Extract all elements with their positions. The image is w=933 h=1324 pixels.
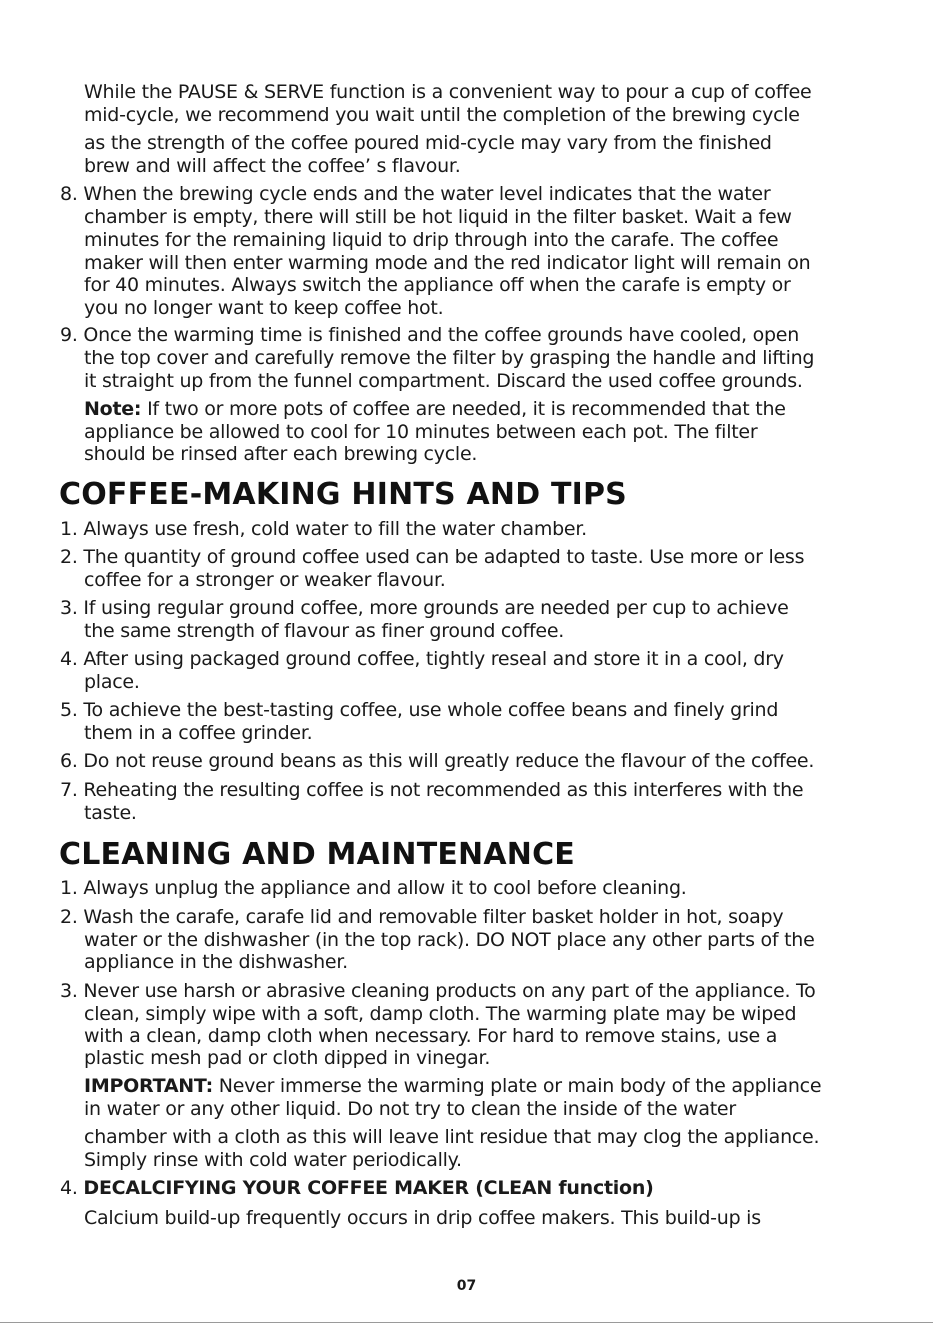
cleaning-item: appliance in the dishwasher. bbox=[84, 951, 348, 973]
important-line: Simply rinse with cold water periodically. bbox=[84, 1149, 462, 1171]
hint-item: them in a coffee grinder. bbox=[84, 722, 313, 744]
intro-line: mid-cycle, we recommend you wait until the completion of the brewing cycle bbox=[84, 104, 800, 126]
step-8-line: for 40 minutes. Always switch the appliance off when the carafe is empty or bbox=[84, 274, 791, 296]
note-line: should be rinsed after each brewing cycle. bbox=[84, 443, 478, 465]
decalcify-text: Calcium build-up frequently occurs in drip coffee makers. This build-up is bbox=[84, 1207, 761, 1229]
cleaning-item: 3. Never use harsh or abrasive cleaning products on any part of the appliance. To bbox=[60, 980, 816, 1002]
step-9-line: the top cover and carefully remove the filter by grasping the handle and lifting bbox=[84, 347, 815, 369]
intro-line: brew and will affect the coffee’ s flavour. bbox=[84, 155, 461, 177]
important-line: in water or any other liquid. Do not try to clean the inside of the water bbox=[84, 1098, 736, 1120]
decalcify-number: 4. bbox=[60, 1177, 84, 1199]
step-8-line: minutes for the remaining liquid to drip through into the carafe. The coffee bbox=[84, 229, 779, 251]
note-label: Note: bbox=[84, 398, 142, 420]
hint-item: 2. The quantity of ground coffee used can be adapted to taste. Use more or less bbox=[60, 546, 805, 568]
hint-item: 5. To achieve the best-tasting coffee, use whole coffee beans and finely grind bbox=[60, 699, 779, 721]
hint-item: 3. If using regular ground coffee, more grounds are needed per cup to achieve bbox=[60, 597, 789, 619]
note-text: If two or more pots of coffee are needed, it is recommended that the bbox=[141, 398, 786, 420]
step-8-line: 8. When the brewing cycle ends and the water level indicates that the water bbox=[60, 183, 771, 205]
step-8-line: chamber is empty, there will still be hot liquid in the filter basket. Wait a few bbox=[84, 206, 792, 228]
hint-item: 6. Do not reuse ground beans as this will greatly reduce the flavour of the coffee. bbox=[60, 750, 815, 772]
decalcify-title: DECALCIFYING YOUR COFFEE MAKER (CLEAN function) bbox=[83, 1177, 654, 1199]
important-label: IMPORTANT: bbox=[84, 1075, 213, 1097]
hint-item: 1. Always use fresh, cold water to fill the water chamber. bbox=[60, 518, 587, 540]
important-line: chamber with a cloth as this will leave lint residue that may clog the appliance. bbox=[84, 1126, 820, 1148]
cleaning-item: clean, simply wipe with a soft, damp cloth. The warming plate may be wiped bbox=[84, 1003, 797, 1025]
step-8-line: you no longer want to keep coffee hot. bbox=[84, 297, 444, 319]
note-line bbox=[84, 398, 786, 420]
hint-item: the same strength of flavour as finer ground coffee. bbox=[84, 620, 565, 642]
hint-item: place. bbox=[84, 671, 140, 693]
cleaning-item: plastic mesh pad or cloth dipped in vinegar. bbox=[84, 1047, 491, 1069]
hints-heading: COFFEE-MAKING HINTS AND TIPS bbox=[59, 477, 627, 512]
cleaning-item: with a clean, damp cloth when necessary. For hard to remove stains, use a bbox=[84, 1025, 778, 1047]
page-number: 07 bbox=[456, 1278, 477, 1294]
decalcify-line bbox=[60, 1177, 654, 1199]
note-line: appliance be allowed to cool for 10 minutes between each pot. The filter bbox=[84, 421, 758, 443]
cleaning-heading: CLEANING AND MAINTENANCE bbox=[59, 837, 576, 872]
bottom-rule bbox=[0, 1322, 933, 1323]
important-line bbox=[84, 1075, 821, 1097]
intro-line: as the strength of the coffee poured mid-cycle may vary from the finished bbox=[84, 132, 772, 154]
cleaning-item: water or the dishwasher (in the top rack). DO NOT place any other parts of the bbox=[84, 929, 815, 951]
step-9-line: it straight up from the funnel compartment. Discard the used coffee grounds. bbox=[84, 370, 803, 392]
hint-item: coffee for a stronger or weaker flavour. bbox=[84, 569, 446, 591]
step-9-line: 9. Once the warming time is finished and the coffee grounds have cooled, open bbox=[60, 324, 800, 346]
hint-item: 4. After using packaged ground coffee, tightly reseal and store it in a cool, dry bbox=[60, 648, 784, 670]
intro-line: While the PAUSE & SERVE function is a convenient way to pour a cup of coffee bbox=[84, 81, 812, 103]
cleaning-item: 2. Wash the carafe, carafe lid and removable filter basket holder in hot, soapy bbox=[60, 906, 784, 928]
step-8-line: maker will then enter warming mode and the red indicator light will remain on bbox=[84, 252, 811, 274]
important-text: Never immerse the warming plate or main body of the appliance bbox=[212, 1075, 822, 1097]
hint-item: taste. bbox=[84, 802, 137, 824]
hint-item: 7. Reheating the resulting coffee is not recommended as this interferes with the bbox=[60, 779, 804, 801]
cleaning-item: 1. Always unplug the appliance and allow it to cool before cleaning. bbox=[60, 877, 687, 899]
